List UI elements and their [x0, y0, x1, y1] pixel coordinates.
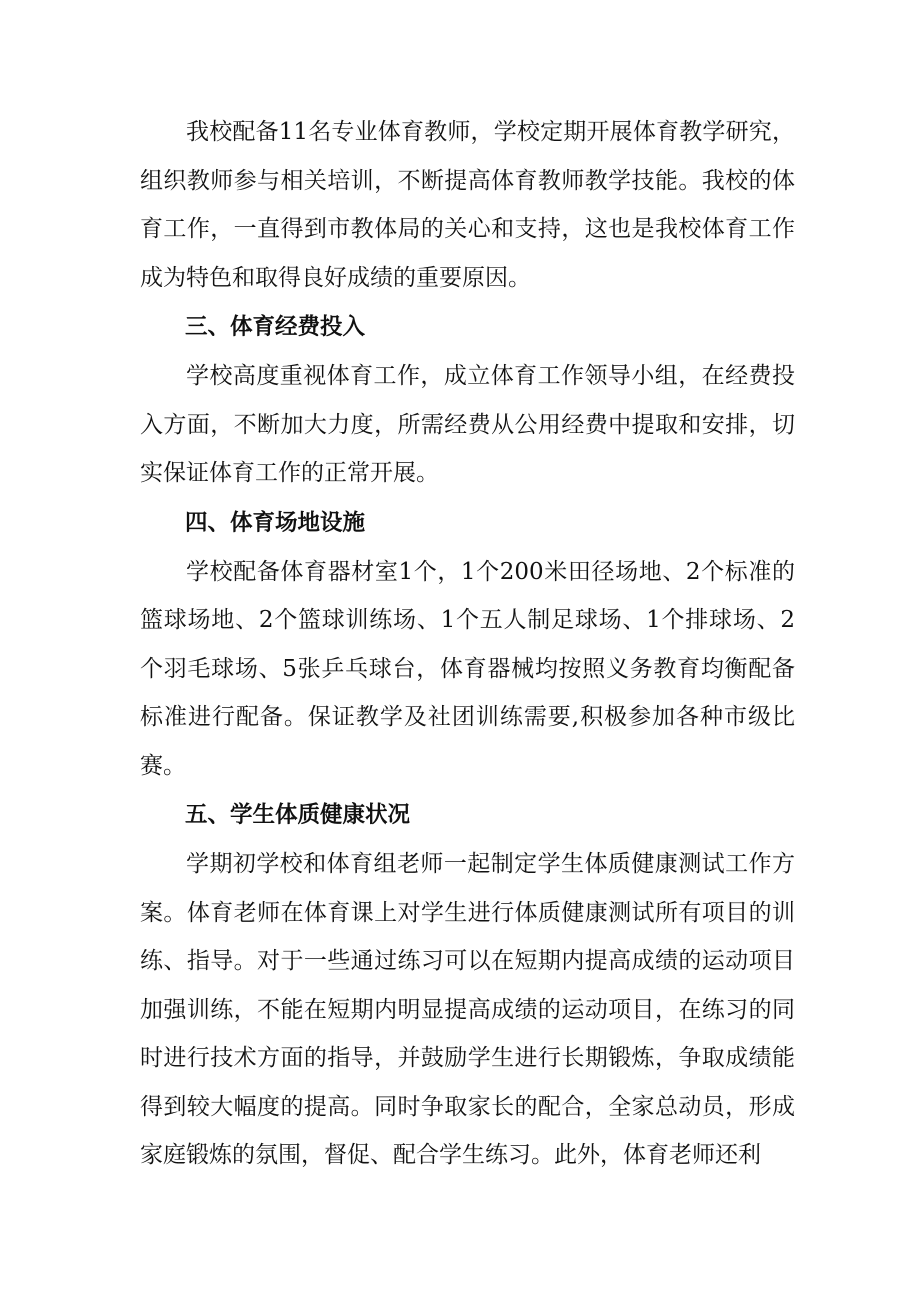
- paragraph-student-health: 学期初学校和体育组老师一起制定学生体质健康测试工作方案。体育老师在体育课上对学生进行体质健康测试所有项目的训练、指导。对于一些通过练习可以在短期内提高成绩的运动项目加强训练，不能在短期内明显提高成绩的运动项目，在练习的同时进行技术方面的指导，并鼓励学生进行长期锻炼，争取成绩能得到较大幅度的提高。同时争取家长的配合，全家总动员，形成家庭锻炼的氛围，督促、配合学生练习。此外，体育老师还利: [140, 851, 795, 1168]
- heading-facilities: 四、体育场地设施: [185, 509, 366, 536]
- paragraph-facilities: 学校配备体育器材室1个，1个200米田径场地、2个标准的篮球场地、2个篮球训练场、1个五人制足球场、1个排球场、2个羽毛球场、5张乒乓球台，体育器械均按照义务教育均衡配备标准进行配备。保证教学及社团训练需要,积极参加各种市级比赛。: [140, 558, 795, 779]
- paragraph-funding: 学校高度重视体育工作，成立体育工作领导小组，在经费投入方面，不断加大力度，所需经费从公用经费中提取和安排，切实保证体育工作的正常开展。: [140, 363, 795, 486]
- heading-funding: 三、体育经费投入: [185, 314, 366, 340]
- paragraph-teachers: 我校配备11名专业体育教师，学校定期开展体育教学研究，组织教师参与相关培训，不断提高体育教师教学技能。我校的体育工作，一直得到市教体局的关心和支持，这也是我校体育工作成为特色和取得良好成绩的重要原因。: [140, 119, 795, 291]
- document-page: [140, 108, 795, 1180]
- heading-student-health: 五、学生体质健康状况: [185, 802, 411, 828]
